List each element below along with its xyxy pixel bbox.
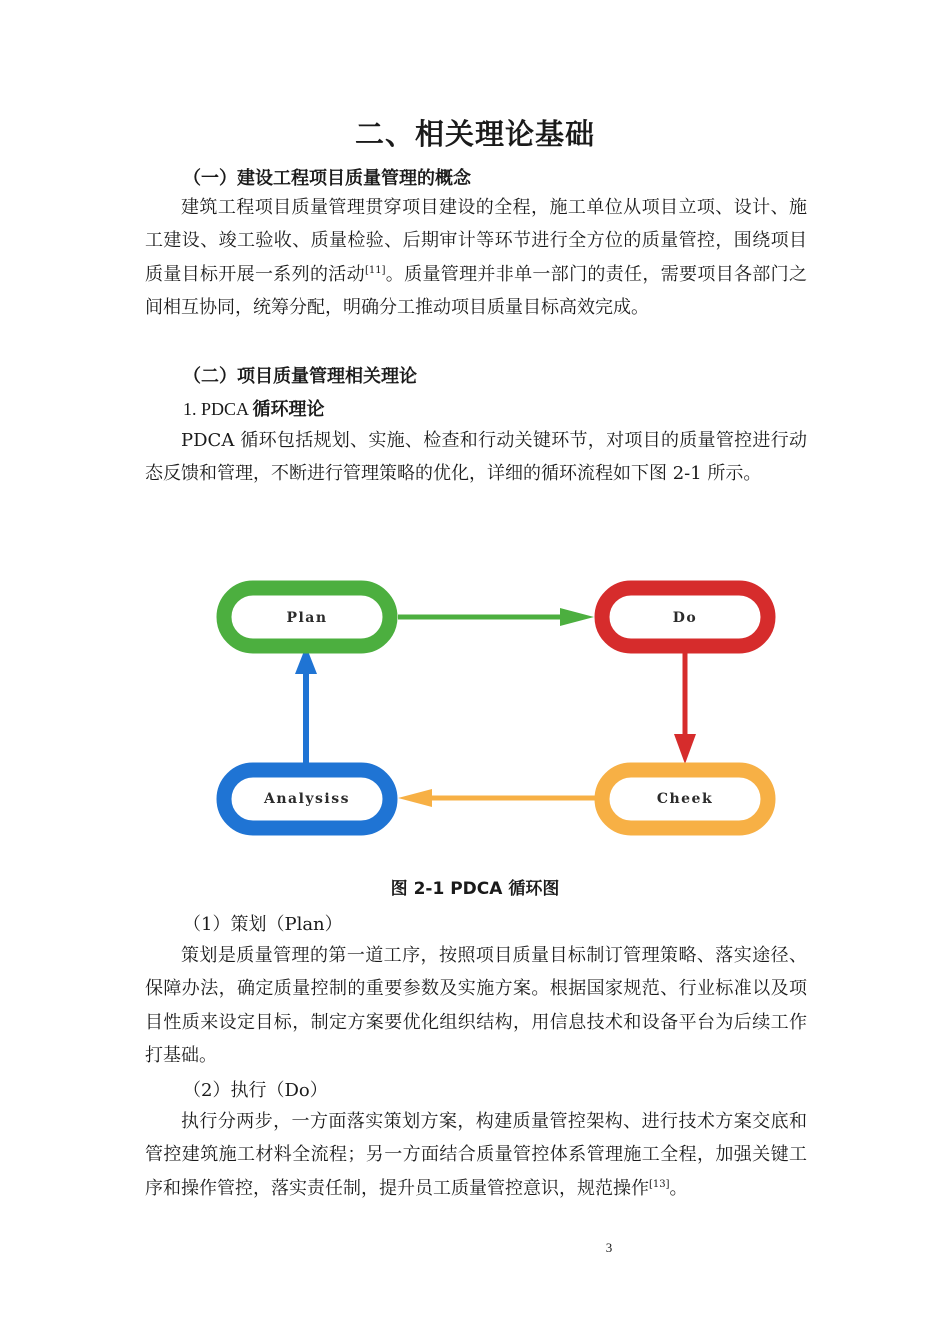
paragraph-text: 。质量管理并非单一部门的责任，需要项目各部门之间相互协同，统筹分配，明确分工推动项目质量目标高效完成。 <box>145 263 808 318</box>
paragraph-concept <box>145 191 807 324</box>
subsection-number: 1. PDCA <box>183 399 253 419</box>
page-number: 3 <box>605 1240 613 1255</box>
paragraph-do <box>145 1105 807 1205</box>
paragraph-text: 执行分两步，一方面落实策划方案，构建质量管控架构、进行技术方案交底和管控建筑施工材料全流程；另一方面结合质量管控体系管理施工全程，加强关键工序和操作管控，落实责任制，提升员工质量管控意识，规范操作 <box>145 1111 807 1199</box>
citation: [13] <box>649 1178 670 1190</box>
node-plan <box>224 588 390 646</box>
node-label-check: Cheek <box>656 791 714 807</box>
arrow-do-to-check <box>674 650 696 764</box>
node-label-do: Do <box>672 610 698 626</box>
arrow-check-to-analysis <box>398 789 595 807</box>
arrow-analysis-to-plan <box>295 646 317 764</box>
subsection-heading-pdca <box>183 395 325 421</box>
figure-caption: 图 2-1 PDCA 循环图 <box>390 879 560 899</box>
item-heading-plan: （1）策划（Plan） <box>183 914 343 935</box>
chapter-title: 二、相关理论基础 <box>354 117 595 151</box>
item-heading-do: （2）执行（Do） <box>183 1080 328 1101</box>
pdca-cycle-diagram <box>200 570 790 850</box>
paragraph-plan: 策划是质量管理的第一道工序，按照项目质量目标制订管理策略、落实途径、保障办法，确定质量控制的重要参数及实施方案。根据国家规范、行业标准以及项目性质来设定目标，制定方案要优化组织结构，用信息技术和设备平台为后续工作打基础。 <box>145 945 807 1066</box>
arrow-plan-to-do <box>398 608 594 626</box>
paragraph-pdca-intro: PDCA 循环包括规划、实施、检查和行动关键环节，对项目的质量管控进行动态反馈和管理，不断进行管理策略的优化，详细的循环流程如下图 2-1 所示。 <box>145 430 807 485</box>
node-check <box>602 770 768 828</box>
node-label-plan: Plan <box>286 610 328 626</box>
paragraph-text: 建筑工程项目质量管理贯穿项目建设的全程，施工单位从项目立项、设计、施工建设、竣工验收、质量检验、后期审计等环节进行全方位的质量管控，围绕项目质量目标开展一系列的活动 <box>145 197 807 285</box>
subsection-title: 循环理论 <box>252 399 325 420</box>
node-analysis <box>224 770 390 828</box>
node-do <box>602 588 768 646</box>
paragraph-text: 。 <box>669 1177 688 1199</box>
citation: [11] <box>364 264 386 276</box>
section-heading-theory: （二）项目质量管理相关理论 <box>183 366 417 387</box>
node-label-analysis: Analysiss <box>263 791 351 807</box>
section-heading-concept: （一）建设工程项目质量管理的概念 <box>183 168 471 189</box>
